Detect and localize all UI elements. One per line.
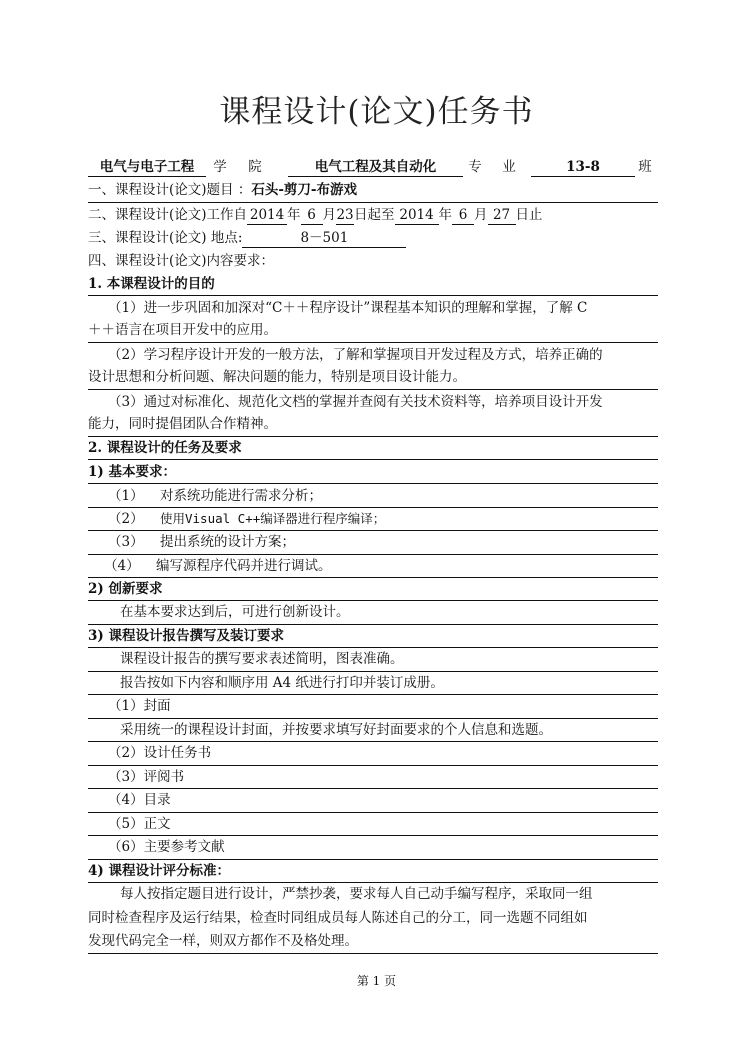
- end-month: 6: [452, 207, 474, 225]
- major-label-1: 专: [468, 159, 482, 175]
- year-label-1: 年: [287, 207, 301, 223]
- class-label: 班: [638, 159, 652, 175]
- major-label-2: 业: [502, 159, 516, 175]
- basic-item-2-text: 使用Visual C++编译器进行程序编译；: [160, 511, 386, 526]
- basic-item-3-text: 提出系统的设计方案；: [160, 534, 295, 550]
- basic-item-4: [88, 555, 674, 577]
- page-number: 1: [372, 974, 381, 988]
- start-year: 2014: [247, 207, 287, 225]
- basic-item-3-num: （3）: [108, 534, 144, 550]
- start-suffix: 日起至: [354, 207, 395, 223]
- topic-row: [88, 179, 658, 201]
- basic-heading: 1) 基本要求：: [88, 464, 176, 480]
- purpose-item-1-line1: （1）进一步巩固和加深对“C＋＋程序设计”课程基本知识的理解和掌握，了解 C: [108, 300, 588, 316]
- innovation-text: 在基本要求达到后，可进行创新设计。: [120, 604, 350, 620]
- topic-value: 石头-剪刀-布游戏: [251, 182, 358, 198]
- topic-label: 一、课程设计(论文)题目 ：: [88, 182, 252, 198]
- end-day: 27: [488, 207, 516, 225]
- school-value: 电气与电子工程: [88, 159, 206, 177]
- end-year: 2014: [395, 207, 439, 225]
- report-item-references: （6）主要参考文献: [108, 839, 225, 855]
- report-text-1: 课程设计报告的撰写要求表述简明，图表准确。: [120, 651, 404, 667]
- purpose-item-2-line2: 设计思想和分析问题、解决问题的能力，特别是项目设计能力。: [88, 369, 466, 385]
- footer-prefix: 第: [356, 974, 369, 988]
- page-footer: [0, 972, 753, 989]
- purpose-item-2-line1: （2）学习程序设计开发的一般方法，了解和掌握项目开发过程及方式，培养正确的: [108, 347, 603, 363]
- major-value: 电气工程及其自动化: [288, 159, 463, 177]
- period-prefix: 二、课程设计(论文)工作自: [88, 207, 248, 223]
- report-item-cover-desc: 采用统一的课程设计封面，并按要求填写好封面要求的个人信息和选题。: [120, 722, 552, 738]
- purpose-item-3-line2: 能力，同时提倡团队合作精神。: [88, 416, 277, 432]
- report-item-task: （2）设计任务书: [108, 745, 212, 761]
- grading-line-1: 每人按指定题目进行设计，严禁抄袭，要求每人自己动手编写程序，采取同一组: [120, 886, 593, 902]
- start-month: 6: [301, 207, 323, 225]
- section1-heading: 1. 本课程设计的目的: [88, 276, 215, 292]
- basic-item-1-text: 对系统功能进行需求分析；: [160, 488, 322, 504]
- period-row: [88, 204, 658, 226]
- report-item-cover: （1）封面: [108, 698, 171, 714]
- report-item-toc: （4）目录: [108, 792, 171, 808]
- location-label: 三、课程设计(论文) 地点:: [88, 230, 243, 246]
- location-value: 8－501: [242, 230, 406, 248]
- start-day: 23: [336, 207, 354, 223]
- report-heading: 3) 课程设计报告撰写及装订要求: [88, 628, 284, 644]
- basic-item-2: [88, 508, 678, 530]
- header-row: [88, 156, 658, 178]
- section2-heading: 2. 课程设计的任务及要求: [88, 440, 242, 456]
- basic-item-4-text: 编写源程序代码并进行调试。: [156, 558, 332, 574]
- purpose-item-1-line2: ＋＋语言在项目开发中的应用。: [88, 322, 277, 338]
- innovation-heading: 2) 创新要求: [88, 581, 163, 597]
- basic-item-4-num: （4）: [104, 558, 140, 574]
- purpose-item-3-line1: （3）通过对标准化、规范化文档的掌握并查阅有关技术资料等，培养项目设计开发: [108, 394, 603, 410]
- school-label-1: 学: [213, 159, 227, 175]
- report-item-review: （3）评阅书: [108, 769, 185, 785]
- requirements-label: 四、课程设计(论文)内容要求：: [88, 253, 275, 269]
- report-item-body: （5）正文: [108, 816, 171, 832]
- basic-item-1-num: （1）: [108, 488, 144, 504]
- location-row: [88, 227, 658, 249]
- document-title: 课程设计(论文)任务书: [219, 94, 534, 130]
- end-suffix: 日止: [515, 207, 543, 223]
- month-label-1: 月: [322, 207, 337, 223]
- footer-suffix: 页: [384, 974, 397, 988]
- class-value: 13-8: [531, 159, 635, 177]
- grading-heading: 4) 课程设计评分标准：: [88, 863, 230, 879]
- basic-item-2-num: （2）: [108, 511, 144, 527]
- grading-line-2: 同时检查程序及运行结果，检查时同组成员每人陈述自己的分工，同一选题不同组如: [88, 910, 588, 926]
- school-label-2: 院: [248, 159, 262, 175]
- grading-line-3: 发现代码完全一样，则双方都作不及格处理。: [88, 933, 358, 949]
- month-label-2: 月: [474, 207, 488, 223]
- report-text-2: 报告按如下内容和顺序用 A4 纸进行打印并装订成册。: [120, 675, 444, 691]
- basic-item-3: [88, 531, 678, 553]
- basic-item-1: [88, 485, 678, 507]
- year-label-2: 年: [438, 207, 453, 223]
